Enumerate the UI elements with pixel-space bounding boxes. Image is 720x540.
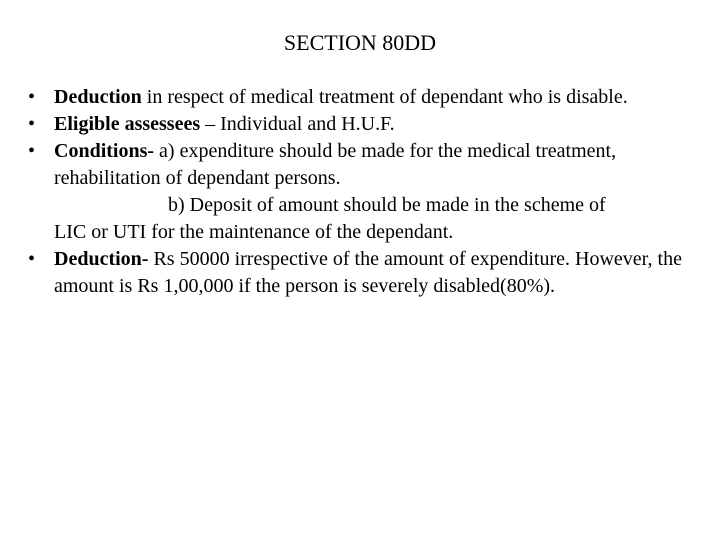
bullet-text: – Individual and H.U.F.	[200, 113, 395, 135]
bullet-icon: •	[28, 113, 36, 135]
bullet-item-deduction-amount	[28, 246, 708, 300]
bullet-list	[28, 84, 708, 300]
condition-b-text: b) Deposit of amount should be made in the scheme of	[168, 194, 606, 216]
bullet-heading: Deduction	[54, 86, 142, 108]
bullet-icon: •	[28, 248, 36, 270]
bullet-icon: •	[28, 140, 36, 162]
bullet-icon: •	[28, 86, 36, 108]
condition-b-continuation: LIC or UTI for the maintenance of the dependant.	[54, 221, 454, 243]
bullet-item-conditions	[28, 138, 708, 246]
bullet-item-deduction-scope	[28, 84, 708, 111]
slide-title: SECTION 80DD	[283, 30, 437, 55]
bullet-text: a) expenditure should be made for the medical treatment, rehabilitation of dependant persons.	[54, 140, 617, 189]
bullet-text: in respect of medical treatment of dependant who is disable.	[141, 86, 628, 108]
bullet-heading: Deduction-	[54, 248, 149, 270]
bullet-heading: Conditions-	[54, 140, 155, 162]
bullet-heading: Eligible assessees	[54, 113, 201, 135]
bullet-item-eligible-assessees	[28, 111, 708, 138]
bullet-text: Rs 50000 irrespective of the amount of expenditure. However, the amount is Rs 1,00,000 if the person is severely disabled(80%).	[54, 248, 682, 297]
